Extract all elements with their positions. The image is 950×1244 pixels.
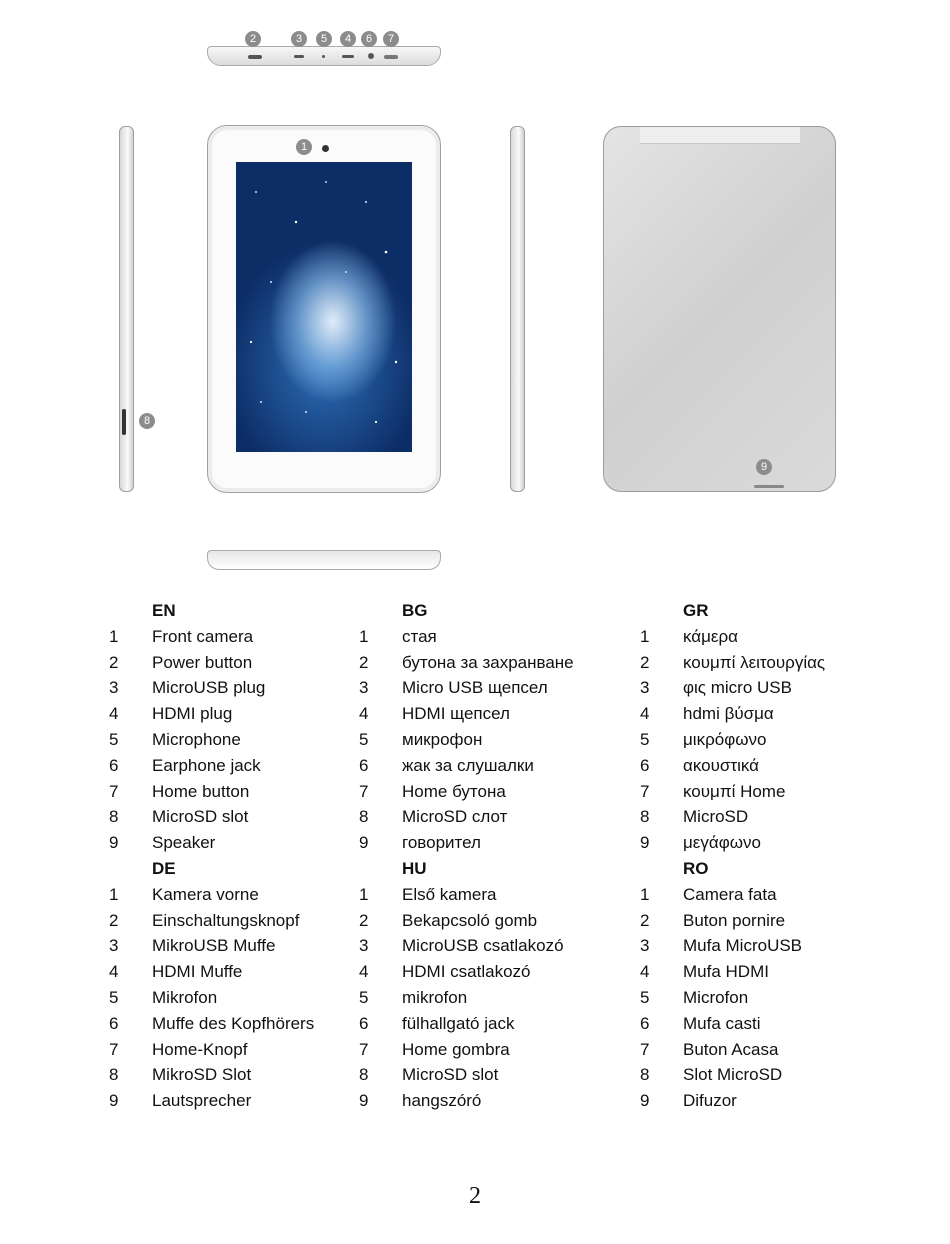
microusb-port xyxy=(294,55,304,58)
list-item: fülhallgató jack xyxy=(402,1013,515,1033)
lang-heading-ro: RO xyxy=(683,858,709,878)
number-column: 1 2 3 4 5 6 7 8 9 1 2 3 4 5 6 7 8 9 xyxy=(109,626,119,1111)
list-item: Earphone jack xyxy=(152,755,261,775)
callout-3: 3 xyxy=(291,31,307,47)
list-item: MicroSD slot xyxy=(152,807,249,827)
list-item: Mufa MicroUSB xyxy=(683,936,803,956)
list-item: Muffe des Kopfhörers xyxy=(152,1013,315,1033)
list-item: Buton Acasa xyxy=(683,1039,779,1059)
speaker-grille xyxy=(754,485,784,488)
list-item: Első kamera xyxy=(402,884,497,904)
power-button-port xyxy=(248,55,262,59)
list-item: μικρόφωνο xyxy=(683,729,767,749)
list-item: Mufa HDMI xyxy=(683,962,769,982)
list-item: Speaker xyxy=(152,833,216,853)
tablet-bottom-edge xyxy=(207,550,441,570)
list-item: Kamera vorne xyxy=(152,884,259,904)
number-column: 1 2 3 4 5 6 7 8 9 1 2 3 4 5 6 7 8 9 xyxy=(359,626,369,1111)
list-item: κουμπί Home xyxy=(683,781,786,801)
lang-heading-gr: GR xyxy=(683,601,709,620)
list-item: Home gombra xyxy=(402,1039,510,1059)
list-item: Camera fata xyxy=(683,884,777,904)
callout-8: 8 xyxy=(139,413,155,429)
list-item: Difuzor xyxy=(683,1091,737,1111)
microsd-slot xyxy=(122,409,126,435)
list-item: Front camera xyxy=(152,626,254,646)
callout-9: 9 xyxy=(756,459,772,475)
tablet-screen xyxy=(236,162,412,452)
earphone-jack xyxy=(368,53,374,59)
microphone-hole xyxy=(322,55,325,58)
back-top-strip xyxy=(640,127,800,144)
list-item: MicroSD слот xyxy=(402,807,508,827)
legend-bg-hu xyxy=(402,598,632,1114)
list-item: hdmi βύσμα xyxy=(683,704,774,724)
callout-4: 4 xyxy=(340,31,356,47)
list-item: Einschaltungsknopf xyxy=(152,910,300,930)
list-item: MikroUSB Muffe xyxy=(152,936,276,956)
list-item: MicroSD xyxy=(683,807,749,827)
callout-5: 5 xyxy=(316,31,332,47)
list-item: μεγάφωνο xyxy=(683,833,761,853)
tablet-back xyxy=(603,126,836,492)
lang-heading-de: DE xyxy=(152,858,176,878)
list-item: бутона за захранване xyxy=(402,652,574,672)
lang-heading-en: EN xyxy=(152,601,176,620)
callout-6: 6 xyxy=(361,31,377,47)
list-item: Buton pornire xyxy=(683,910,786,930)
hdmi-port xyxy=(342,55,354,58)
list-item: MicroUSB plug xyxy=(152,678,266,698)
callout-7: 7 xyxy=(383,31,399,47)
list-item: HDMI csatlakozó xyxy=(402,962,531,982)
page-number: 2 xyxy=(469,1183,481,1209)
list-item: Slot MicroSD xyxy=(683,1065,783,1085)
list-item: Bekapcsoló gomb xyxy=(402,910,538,930)
list-item: HDMI щепсел xyxy=(402,704,510,724)
list-item: микрофон xyxy=(402,729,483,749)
list-item: Mikrofon xyxy=(152,987,218,1007)
list-item: MicroUSB csatlakozó xyxy=(402,936,564,956)
tablet-top-edge xyxy=(207,46,441,66)
list-item: HDMI Muffe xyxy=(152,962,243,982)
starfield xyxy=(236,162,412,452)
list-item: Micro USB щепсел xyxy=(402,678,548,698)
home-button-port xyxy=(384,55,398,59)
legend-en-de xyxy=(152,598,352,1114)
list-item: жак за слушалки xyxy=(402,755,534,775)
list-item: HDMI plug xyxy=(152,704,233,724)
list-item: Home бутона xyxy=(402,781,506,801)
callout-1: 1 xyxy=(296,139,312,155)
legend-gr-ro xyxy=(683,598,913,1114)
front-camera-lens xyxy=(322,145,329,152)
list-item: κάμερα xyxy=(683,626,738,646)
tablet-right-side xyxy=(510,126,525,492)
list-item: ακουστικά xyxy=(683,755,759,775)
list-item: Home button xyxy=(152,781,250,801)
list-item: hangszóró xyxy=(402,1091,482,1111)
list-item: κουμπί λειτουργίας xyxy=(683,652,826,672)
tablet-left-side xyxy=(119,126,134,492)
list-item: Microphone xyxy=(152,729,241,749)
lang-heading-hu: HU xyxy=(402,858,427,878)
callout-2: 2 xyxy=(245,31,261,47)
list-item: Mufa casti xyxy=(683,1013,761,1033)
list-item: Lautsprecher xyxy=(152,1091,252,1111)
list-item: Microfon xyxy=(683,987,749,1007)
tablet-front xyxy=(207,125,441,493)
lang-heading-bg: BG xyxy=(402,601,428,620)
list-item: φις micro USB xyxy=(683,678,792,698)
list-item: стая xyxy=(402,626,437,646)
list-item: MikroSD Slot xyxy=(152,1065,252,1085)
number-column: 1 2 3 4 5 6 7 8 9 1 2 3 4 5 6 7 8 9 xyxy=(640,626,650,1111)
list-item: MicroSD slot xyxy=(402,1065,499,1085)
list-item: Home-Knopf xyxy=(152,1039,248,1059)
list-item: Power button xyxy=(152,652,253,672)
list-item: mikrofon xyxy=(402,987,468,1007)
list-item: говорител xyxy=(402,833,481,853)
